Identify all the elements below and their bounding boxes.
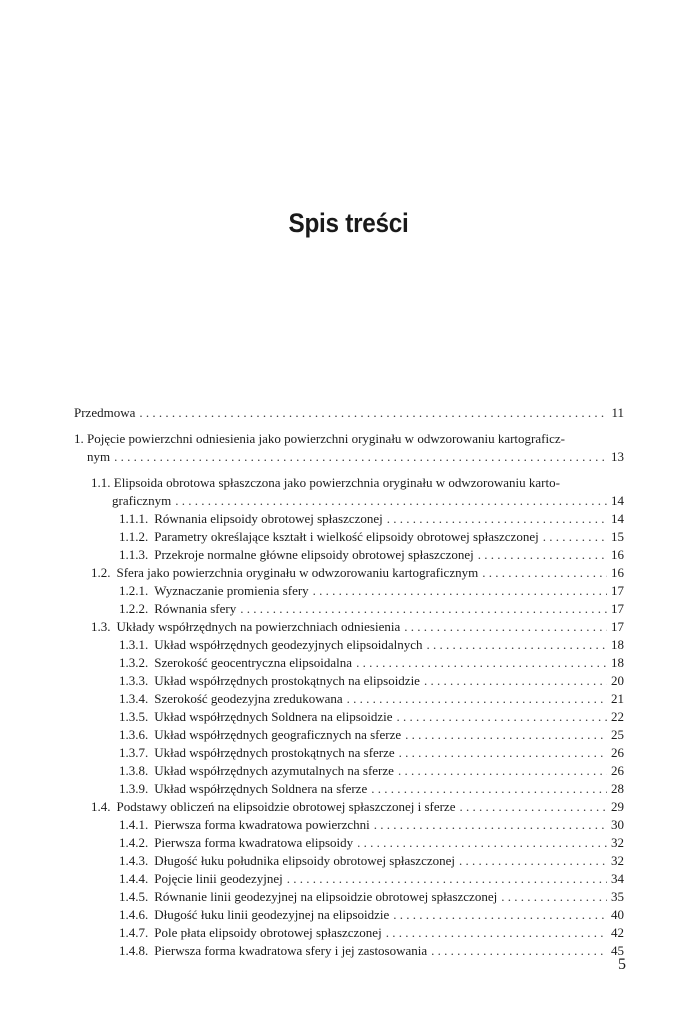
toc-entry-text: Pierwsza forma kwadratowa sfery i jej zastosowania [154,943,428,958]
toc-entry [74,546,624,564]
toc-entry-text: Równania elipsoidy obrotowej spłaszczonej [154,511,383,526]
toc-page-number: 26 [611,745,624,760]
leader-dots [114,448,605,466]
leader-dots [482,564,607,582]
toc-entry-number: 1.4.3. [119,853,149,868]
leader-dots [393,906,607,924]
toc-entry [74,672,624,690]
toc-page-number: 34 [611,871,624,886]
toc-entry [74,906,624,924]
toc-entry-section-1-1-line2 [74,492,624,510]
toc-entry [74,654,624,672]
toc-entry-text: 1. Pojęcie powierzchni odniesienia jako powierzchni oryginału w odwzorowaniu kartograficz- [74,431,565,446]
toc-entry [74,582,624,600]
toc-page-number: 18 [611,655,624,670]
toc-entry-number: 1.4.5. [119,889,149,904]
leader-dots [426,636,607,654]
leader-dots [404,618,607,636]
leader-dots [459,852,607,870]
toc-entry-text: Przedmowa [74,405,136,420]
toc-entry-number: 1.2. [91,565,111,580]
toc-entry-number: 1.4.4. [119,871,149,886]
toc-entry [74,942,624,960]
toc-entry-text: Długość łuku południka elipsoidy obrotowej spłaszczonej [154,853,456,868]
page-title: Spis treści [288,208,409,238]
toc-page-number: 22 [611,709,624,724]
toc-entry-text: Układy współrzędnych na powierzchniach odniesienia [116,619,401,634]
toc-entry-text: Pojęcie linii geodezyjnej [154,871,283,886]
toc-entry-text: Przekroje normalne główne elipsoidy obrotowej spłaszczonej [154,547,474,562]
toc-entry-text: Układ współrzędnych geodezyjnych elipsoidalnych [154,637,423,652]
leader-dots [387,510,607,528]
toc-page-number: 18 [611,637,624,652]
leader-dots [399,744,607,762]
toc-page-number: 17 [611,583,624,598]
toc-entry-number: 1.3.5. [119,709,149,724]
leader-dots [347,690,607,708]
toc-page-number: 17 [611,601,624,616]
toc-entry-number: 1.3.1. [119,637,149,652]
toc-entry-number: 1.2.1. [119,583,149,598]
toc-page-number: 13 [611,449,624,464]
toc-page-number: 40 [611,907,624,922]
toc-entry [74,528,624,546]
toc-entry-number: 1.3.7. [119,745,149,760]
toc-entry-number: 1.3.4. [119,691,149,706]
toc-entry-text: Sfera jako powierzchnia oryginału w odwzorowaniu kartograficznym [116,565,479,580]
toc-entry-number: 1.3. [91,619,111,634]
toc-entry-text: Równania sfery [154,601,237,616]
toc-entry-text: Pierwsza forma kwadratowa elipsoidy [154,835,354,850]
toc-entry-text: graficznym [112,493,172,508]
toc-entry-number: 1.4.8. [119,943,149,958]
toc-entry-preface [74,404,624,422]
toc-entry-number: 1.3.3. [119,673,149,688]
toc-entry [74,564,624,582]
leader-dots [543,528,607,546]
toc-page-number: 42 [611,925,624,940]
toc-page-number: 16 [611,565,624,580]
toc-entry [74,870,624,888]
toc-entry-text: nym [87,449,111,464]
toc-entry-chapter-1-line2 [74,448,624,466]
leader-dots [459,798,607,816]
toc-entry-text: Pierwsza forma kwadratowa powierzchni [154,817,370,832]
toc-page-number: 32 [611,835,624,850]
leader-dots [397,708,607,726]
toc-entry [74,924,624,942]
toc-entry [74,708,624,726]
toc-entry-number: 1.2.2. [119,601,149,616]
toc-entry [74,618,624,636]
leader-dots [313,582,607,600]
toc-entry-text: Szerokość geocentryczna elipsoidalna [154,655,353,670]
toc-entry [74,762,624,780]
leader-dots [478,546,607,564]
toc-entries [74,510,624,960]
leader-dots [431,942,607,960]
toc-entry-number: 1.3.6. [119,727,149,742]
leader-dots [371,780,607,798]
toc-page-number: 20 [611,673,624,688]
leader-dots [240,600,607,618]
toc-entry-text: Równanie linii geodezyjnej na elipsoidzie obrotowej spłaszczonej [154,889,498,904]
toc-entry-text: Pole płata elipsoidy obrotowej spłaszczonej [154,925,382,940]
toc-entry-text: Długość łuku linii geodezyjnej na elipsoidzie [154,907,390,922]
toc-entry-text: Parametry określające kształt i wielkość elipsoidy obrotowej spłaszczonej [154,529,539,544]
toc-entry-number: 1.4.6. [119,907,149,922]
toc-entry-number: 1.4. [91,799,111,814]
toc-page-number: 26 [611,763,624,778]
toc-entry [74,798,624,816]
leader-dots [398,762,607,780]
toc-entry-text: Układ współrzędnych prostokątnych na sferze [154,745,395,760]
toc-entry-text: Układ współrzędnych Soldnera na elipsoidzie [154,709,393,724]
toc-entry-number: 1.1.1. [119,511,149,526]
leader-dots [424,672,607,690]
toc-page-number: 25 [611,727,624,742]
toc-page-number: 35 [611,889,624,904]
toc-entry-text: Wyznaczanie promienia sfery [154,583,309,598]
leader-dots [287,870,607,888]
toc-page-number: 30 [611,817,624,832]
toc-page-number: 14 [611,493,624,508]
leader-dots [175,492,607,510]
toc-entry [74,852,624,870]
toc-entry-chapter-1-line1 [74,430,624,448]
leader-dots [501,888,607,906]
toc-entry-text: Podstawy obliczeń na elipsoidzie obrotowej spłaszczonej i sferze [116,799,456,814]
toc-entry [74,744,624,762]
toc-entry-text: 1.1. Elipsoida obrotowa spłaszczona jako powierzchnia oryginału w odwzorowaniu karto- [91,475,560,490]
toc-entry-number: 1.3.9. [119,781,149,796]
toc-page-number: 32 [611,853,624,868]
leader-dots [139,404,605,422]
toc-page-number: 11 [611,405,624,420]
leader-dots [356,654,607,672]
leader-dots [357,834,607,852]
toc-entry-number: 1.1.2. [119,529,149,544]
toc-entry-section-1-1-line1 [74,474,624,492]
toc-page-number: 28 [611,781,624,796]
toc-entry-number: 1.4.1. [119,817,149,832]
toc-page-number: 17 [611,619,624,634]
toc-page-number: 14 [611,511,624,526]
toc-entry-text: Układ współrzędnych azymutalnych na sferze [154,763,394,778]
toc-entry [74,636,624,654]
toc-entry-number: 1.4.7. [119,925,149,940]
toc-entry [74,888,624,906]
toc-page-number: 16 [611,547,624,562]
toc-entry-text: Szerokość geodezyjna zredukowana [154,691,343,706]
toc-entry-number: 1.4.2. [119,835,149,850]
toc-page-number: 29 [611,799,624,814]
toc-entry-number: 1.3.2. [119,655,149,670]
toc-entry [74,510,624,528]
toc-entry-text: Układ współrzędnych Soldnera na sferze [154,781,368,796]
toc-page-number: 21 [611,691,624,706]
toc-page-number: 15 [611,529,624,544]
toc-entry-number: 1.1.3. [119,547,149,562]
toc-entry-text: Układ współrzędnych prostokątnych na elipsoidzie [154,673,420,688]
leader-dots [405,726,607,744]
toc-entry-text: Układ współrzędnych geograficznych na sferze [154,727,402,742]
toc-entry [74,816,624,834]
toc-entry [74,600,624,618]
toc-entry [74,780,624,798]
toc-entry [74,690,624,708]
leader-dots [386,924,607,942]
page-number: 5 [618,956,626,973]
toc-entry-number: 1.3.8. [119,763,149,778]
leader-dots [374,816,607,834]
toc-entry [74,726,624,744]
table-of-contents [74,404,624,960]
toc-page-number: 45 [611,943,624,958]
toc-entry [74,834,624,852]
